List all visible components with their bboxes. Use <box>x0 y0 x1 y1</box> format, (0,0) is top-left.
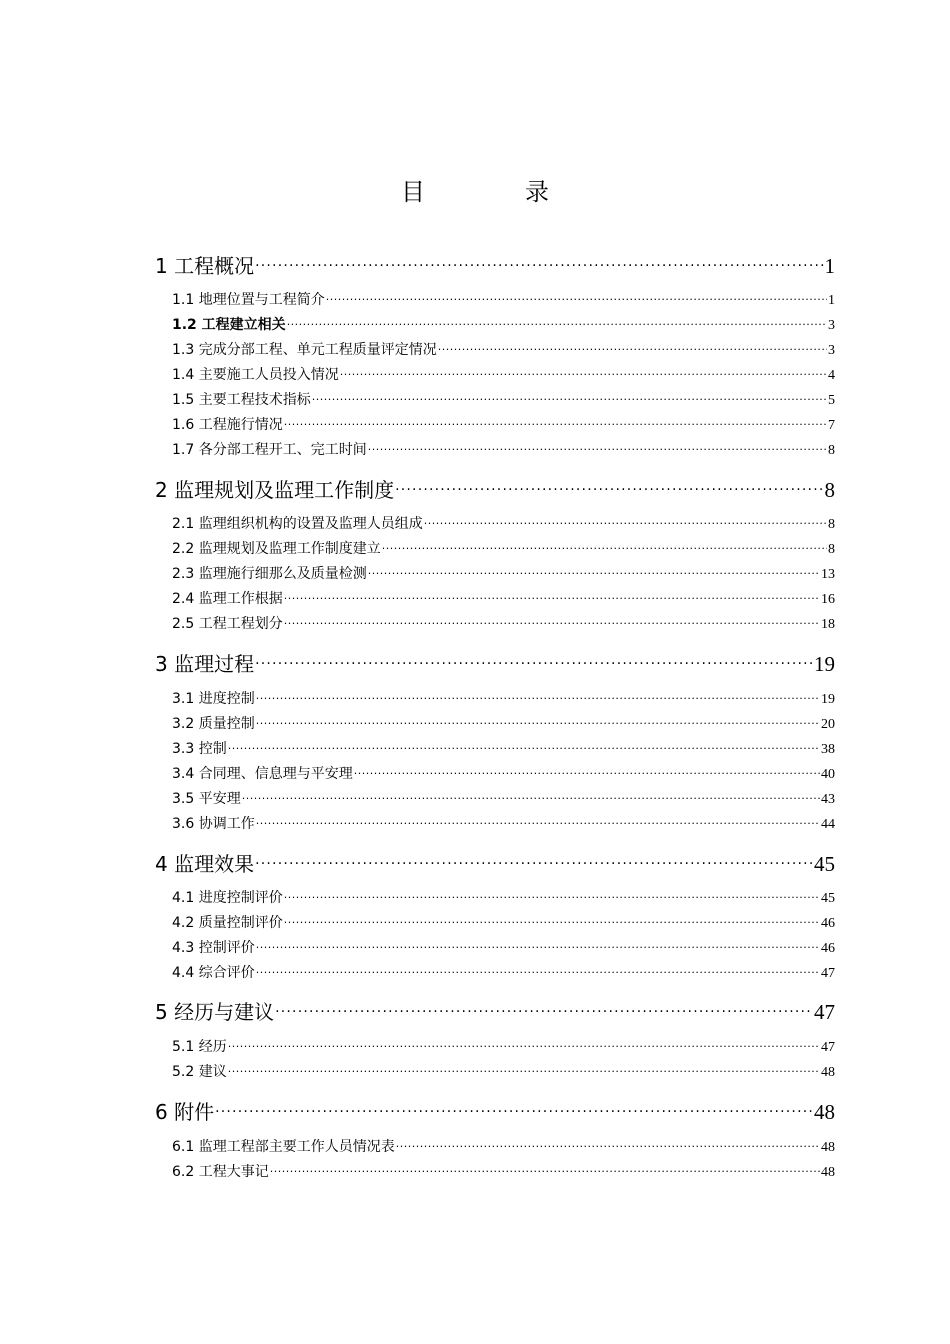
toc-entry-label: 2.2 监理规划及监理工作制度建立 <box>172 541 381 557</box>
toc-section-entry[interactable] <box>155 389 835 409</box>
toc-section-entry[interactable] <box>155 513 835 533</box>
toc-entry-label: 3.3 控制 <box>172 741 227 757</box>
toc-entry-label: 3 监理过程 <box>155 652 255 676</box>
toc-page-number: 38 <box>821 742 835 757</box>
toc-entry-label: 6.1 监理工程部主要工作人员情况表 <box>172 1139 395 1155</box>
toc-section-entry[interactable] <box>155 439 835 459</box>
toc-entry-label: 2.3 监理施行细那么及质量检测 <box>172 566 367 582</box>
toc-entry-label: 1.2 工程建立相关 <box>172 317 286 333</box>
toc-page-number: 47 <box>821 1040 835 1055</box>
toc-dot-leader <box>312 390 827 404</box>
toc-dot-leader <box>284 888 820 902</box>
toc-page-number: 48 <box>821 1165 835 1180</box>
toc-dot-leader <box>256 714 820 728</box>
toc-page-number: 20 <box>821 717 835 732</box>
toc-section-entry[interactable] <box>155 414 835 434</box>
page-title <box>0 172 950 207</box>
toc-section-entry[interactable] <box>155 538 835 558</box>
toc-entry-label: 5.1 经历 <box>172 1039 227 1055</box>
toc-entry-label: 3.2 质量控制 <box>172 716 255 732</box>
toc-dot-leader <box>438 340 827 354</box>
toc-section-entry[interactable] <box>155 1036 835 1056</box>
toc-page-number: 45 <box>821 891 835 906</box>
toc-section-entry[interactable] <box>155 613 835 633</box>
toc-entry-label: 2.4 监理工作根据 <box>172 591 283 607</box>
toc-chapter-entry[interactable] <box>155 474 835 503</box>
toc-section-entry[interactable] <box>155 763 835 783</box>
toc-section-entry[interactable] <box>155 887 835 907</box>
toc-page-number: 44 <box>821 817 835 832</box>
toc-section-entry[interactable] <box>155 1161 835 1181</box>
toc-entry-label: 4.2 质量控制评价 <box>172 915 283 931</box>
toc-entry-label: 2.1 监理组织机构的设置及监理人员组成 <box>172 516 423 532</box>
toc-page-number: 1 <box>828 293 835 308</box>
toc-chapter-entry[interactable] <box>155 1096 835 1125</box>
toc-page-number: 3 <box>828 318 835 333</box>
title-char-right: 录 <box>525 178 549 206</box>
toc-entry-label: 4.4 综合评价 <box>172 965 255 981</box>
toc-dot-leader <box>215 1099 813 1119</box>
toc-page-number: 8 <box>824 478 835 502</box>
toc-entry-label: 3.5 平安理 <box>172 791 241 807</box>
toc-section-entry[interactable] <box>155 962 835 982</box>
toc-dot-leader <box>228 1062 820 1076</box>
toc-section-entry[interactable] <box>155 588 835 608</box>
toc-section-entry[interactable] <box>155 563 835 583</box>
toc-dot-leader <box>256 689 820 703</box>
toc-dot-leader <box>256 963 820 977</box>
toc-page-number: 40 <box>821 767 835 782</box>
toc-entry-label: 6.2 工程大事记 <box>172 1164 269 1180</box>
toc-dot-leader <box>270 1162 820 1176</box>
toc-dot-leader <box>368 564 820 578</box>
toc-dot-leader <box>255 851 813 871</box>
toc-entry-label: 3.4 合同理、信息理与平安理 <box>172 766 353 782</box>
toc-dot-leader <box>326 290 827 304</box>
toc-page-number: 5 <box>828 393 835 408</box>
toc-section-entry[interactable] <box>155 1061 835 1081</box>
toc-dot-leader <box>256 938 820 952</box>
toc-dot-leader <box>396 1137 820 1151</box>
toc-dot-leader <box>255 651 813 671</box>
toc-page-number: 19 <box>814 652 835 676</box>
toc-section-entry[interactable] <box>155 813 835 833</box>
toc-dot-leader <box>354 764 820 778</box>
toc-section-entry[interactable] <box>155 1136 835 1156</box>
toc-page-number: 19 <box>821 692 835 707</box>
toc-section-entry[interactable] <box>155 912 835 932</box>
toc-dot-leader <box>287 315 827 329</box>
toc-entry-label: 1.4 主要施工人员投入情况 <box>172 367 339 383</box>
toc-entry-label: 2 监理规划及监理工作制度 <box>155 478 395 502</box>
toc-dot-leader <box>284 589 820 603</box>
toc-entry-label: 6 附件 <box>155 1100 215 1124</box>
toc-dot-leader <box>382 539 827 553</box>
toc-entry-label: 2.5 工程工程划分 <box>172 616 283 632</box>
title-char-left: 目 <box>401 178 425 206</box>
toc-page-number: 4 <box>828 368 835 383</box>
toc-chapter-entry[interactable] <box>155 250 835 279</box>
toc-section-entry[interactable] <box>155 364 835 384</box>
toc-page-number: 45 <box>814 852 835 876</box>
toc-section-entry[interactable] <box>155 713 835 733</box>
toc-dot-leader <box>228 739 820 753</box>
toc-page-number: 8 <box>828 542 835 557</box>
toc-dot-leader <box>284 913 820 927</box>
toc-entry-label: 5 经历与建议 <box>155 1000 275 1024</box>
toc-section-entry[interactable] <box>155 314 835 334</box>
toc-section-entry[interactable] <box>155 937 835 957</box>
toc-section-entry[interactable] <box>155 289 835 309</box>
toc-section-entry[interactable] <box>155 738 835 758</box>
toc-entry-label: 1.5 主要工程技术指标 <box>172 392 311 408</box>
toc-dot-leader <box>284 614 820 628</box>
toc-entry-label: 1 工程概况 <box>155 254 255 278</box>
toc-page-number: 3 <box>828 343 835 358</box>
toc-entry-label: 1.3 完成分部工程、单元工程质量评定情况 <box>172 342 437 358</box>
toc-page-number: 8 <box>828 443 835 458</box>
toc-page-number: 47 <box>814 1000 835 1024</box>
toc-chapter-entry[interactable] <box>155 648 835 677</box>
toc-entry-label: 1.1 地理位置与工程简介 <box>172 292 325 308</box>
toc-dot-leader <box>242 789 820 803</box>
toc-page-number: 47 <box>821 966 835 981</box>
toc-dot-leader <box>228 1037 820 1051</box>
toc-entry-label: 4.3 控制评价 <box>172 940 255 956</box>
toc-page-number: 46 <box>821 941 835 956</box>
toc-dot-leader <box>340 365 827 379</box>
toc-entry-label: 1.7 各分部工程开工、完工时间 <box>172 442 367 458</box>
toc-page-number: 8 <box>828 517 835 532</box>
toc-page-number: 16 <box>821 592 835 607</box>
toc-section-entry[interactable] <box>155 339 835 359</box>
toc-page-number: 18 <box>821 617 835 632</box>
toc-dot-leader <box>275 999 813 1019</box>
toc-dot-leader <box>284 415 827 429</box>
toc-entry-label: 1.6 工程施行情况 <box>172 417 283 433</box>
toc-page-number: 1 <box>824 254 835 278</box>
toc-chapter-entry[interactable] <box>155 996 835 1025</box>
toc-page-number: 43 <box>821 792 835 807</box>
toc-dot-leader <box>395 477 823 497</box>
toc-dot-leader <box>256 814 820 828</box>
toc-page-number: 7 <box>828 418 835 433</box>
toc-chapter-entry[interactable] <box>155 848 835 877</box>
toc-page-number: 13 <box>821 567 835 582</box>
toc-section-entry[interactable] <box>155 788 835 808</box>
toc-dot-leader <box>368 440 827 454</box>
toc-dot-leader <box>255 253 823 273</box>
toc-entry-label: 3.6 协调工作 <box>172 816 255 832</box>
toc-entry-label: 3.1 进度控制 <box>172 691 255 707</box>
toc-page-number: 48 <box>814 1100 835 1124</box>
toc-entry-label: 4.1 进度控制评价 <box>172 890 283 906</box>
toc-page-number: 48 <box>821 1065 835 1080</box>
toc-section-entry[interactable] <box>155 688 835 708</box>
toc-page-number: 48 <box>821 1140 835 1155</box>
toc-entry-label: 5.2 建议 <box>172 1064 227 1080</box>
toc-entry-label: 4 监理效果 <box>155 852 255 876</box>
toc-dot-leader <box>424 514 827 528</box>
toc-page-number: 46 <box>821 916 835 931</box>
